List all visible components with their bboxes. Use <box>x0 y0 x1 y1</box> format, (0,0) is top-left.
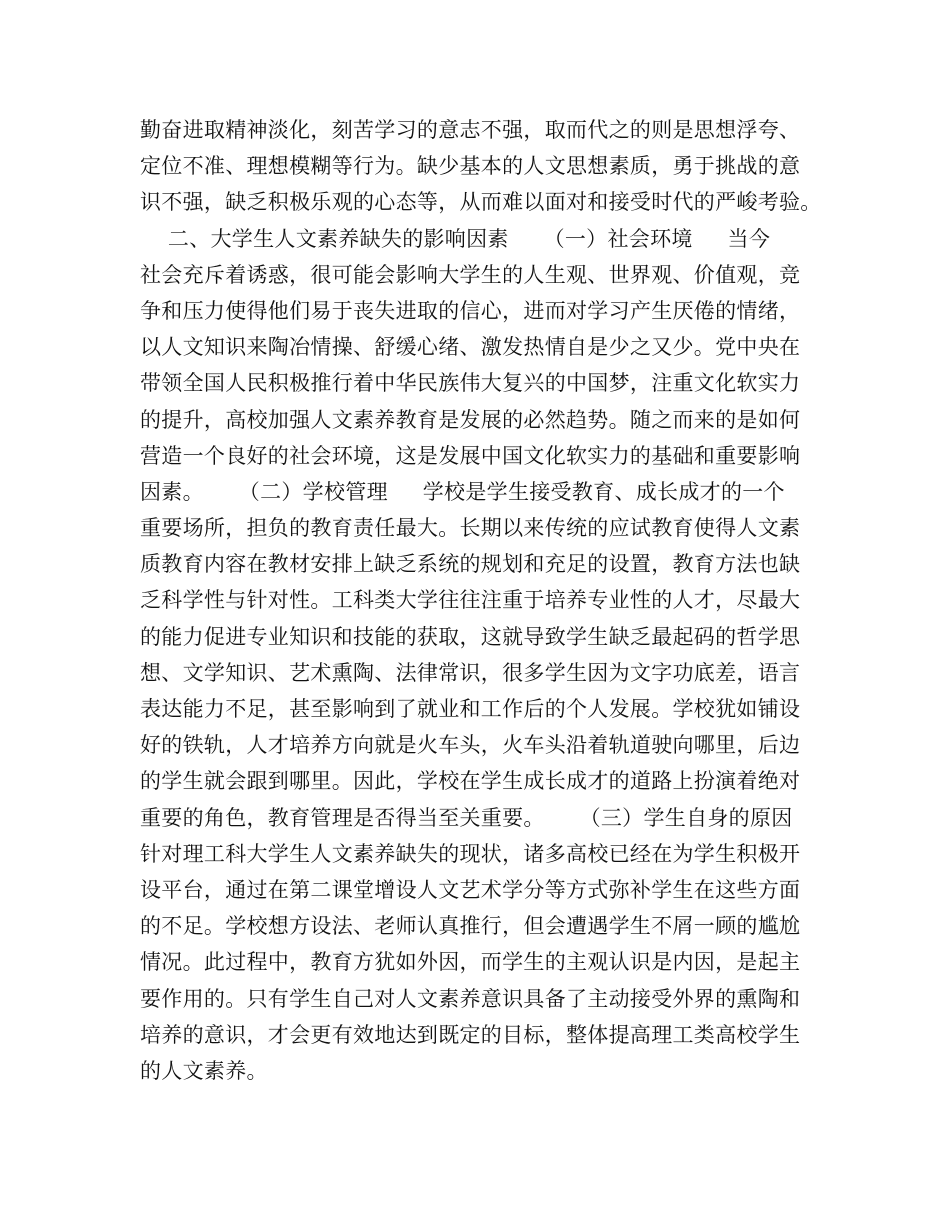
text-line-10: 营造一个良好的社会环境，这是发展中国文化软实力的基础和重要影响 <box>140 443 801 468</box>
text-line-17: 表达能力不足，甚至影响到了就业和工作后的个人发展。学校犹如铺设 <box>140 697 801 721</box>
text-line-19: 的学生就会跟到哪里。因此，学校在学生成长成才的道路上扮演着绝对 <box>140 769 801 794</box>
text-line-25: 要作用的。只有学生自己对人文素养意识具备了主动接受外界的熏陶和 <box>140 986 801 1011</box>
text-line-14: 乏科学性与针对性。工科类大学往往注重于培养专业性的人才，尽最大 <box>140 588 801 613</box>
text-line-2: 定位不准、理想模糊等行为。缺少基本的人文思想素质，勇于挑战的意 <box>140 154 801 179</box>
text-line-26: 培养的意识，才会更有效地达到既定的目标，整体提高理工类高校学生 <box>140 1022 801 1047</box>
text-line-12: 重要场所，担负的教育责任最大。长期以来传统的应试教育使得人文素 <box>140 516 801 541</box>
text-line-15: 的能力促进专业知识和技能的获取，这就导致学生缺乏最起码的哲学思 <box>140 624 801 649</box>
text-line-1: 勤奋进取精神淡化，刻苦学习的意志不强，取而代之的则是思想浮夸、 <box>140 118 801 142</box>
text-line-18: 好的铁轨，人才培养方向就是火车头，火车头沿着轨道驶向哪里，后边 <box>140 733 801 758</box>
text-line-11: 因素。 （二）学校管理 学校是学生接受教育、成长成才的一个 <box>140 479 785 504</box>
text-line-21: 针对理工科大学生人文素养缺失的现状，诸多高校已经在为学生积极开 <box>140 841 801 866</box>
text-line-4: 二、大学生人文素养缺失的影响因素 （一）社会环境 当今 <box>140 226 771 251</box>
text-line-5: 社会充斥着诱惑，很可能会影响大学生的人生观、世界观、价值观，竞 <box>140 262 801 287</box>
text-line-13: 质教育内容在教材安排上缺乏系统的规划和充足的设置，教育方法也缺 <box>140 552 801 577</box>
text-line-8: 带领全国人民积极推行着中华民族伟大复兴的中国梦，注重文化软实力 <box>140 371 801 396</box>
text-line-7: 以人文知识来陶冶情操、舒缓心绪、激发热情自是少之又少。党中央在 <box>140 335 801 360</box>
text-line-23: 的不足。学校想方设法、老师认真推行，但会遭遇学生不屑一顾的尴尬 <box>140 914 801 939</box>
text-line-6: 争和压力使得他们易于丧失进取的信心，进而对学习产生厌倦的情绪， <box>140 298 801 323</box>
body-text <box>140 112 830 1089</box>
text-line-20: 重要的角色，教育管理是否得当至关重要。 （三）学生自身的原因 <box>140 805 793 830</box>
text-line-27: 的人文素养。 <box>140 1058 268 1083</box>
text-line-9: 的提升，高校加强人文素养教育是发展的必然趋势。随之而来的是如何 <box>140 407 801 432</box>
text-line-22: 设平台，通过在第二课堂增设人文艺术学分等方式弥补学生在这些方面 <box>140 877 801 902</box>
text-line-16: 想、文学知识、艺术熏陶、法律常识，很多学生因为文字功底差，语言 <box>140 660 801 685</box>
text-line-3: 识不强，缺乏积极乐观的心态等，从而难以面对和接受时代的严峻考验。 <box>140 190 822 215</box>
text-line-24: 情况。此过程中，教育方犹如外因，而学生的主观认识是内因，是起主 <box>140 950 801 975</box>
